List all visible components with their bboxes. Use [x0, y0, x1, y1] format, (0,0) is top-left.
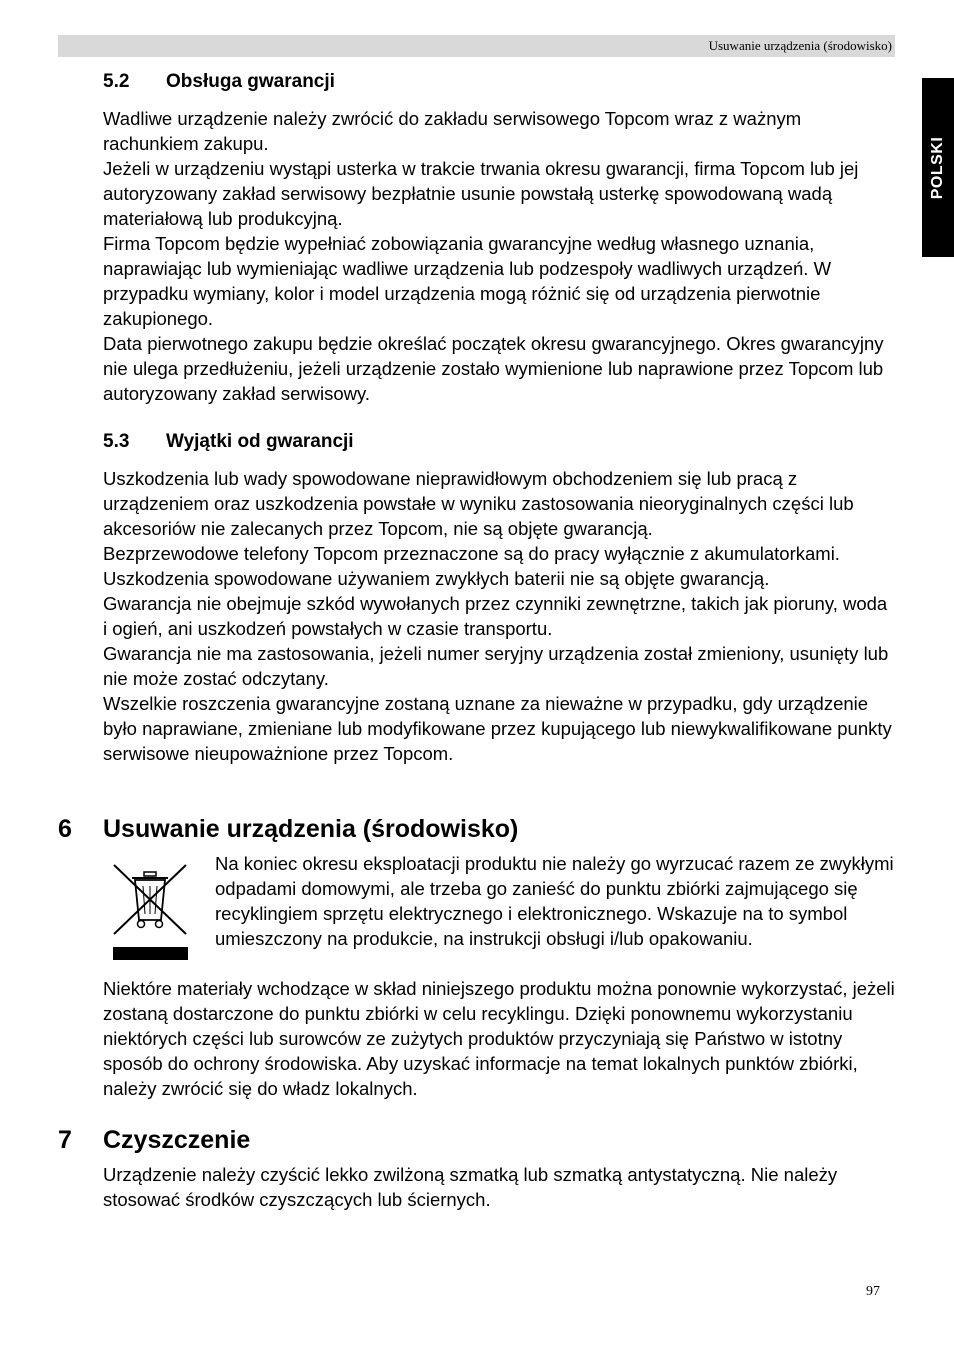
paragraph: Data pierwotnego zakupu będzie określać początek okresu gwarancyjnego. Okres gwarancyjny nie ulega przedłużeniu, jeżeli urządzenie zostało wymienione lub naprawione przez Topcom lub autoryzowany zakład serwisowy. — [103, 333, 884, 404]
running-header-title: Usuwanie urządzenia (środowisko) — [708, 38, 892, 53]
section-title: Usuwanie urządzenia (środowisko) — [103, 815, 519, 843]
section-7-heading — [58, 1124, 250, 1156]
paragraph: Bezprzewodowe telefony Topcom przeznaczone są do pracy wyłącznie z akumulatorkami. Uszkodzenia spowodowane używaniem zwykłych baterii nie są objęte gwarancją. — [103, 543, 840, 589]
running-header — [58, 35, 895, 57]
paragraph: Jeżeli w urządzeniu wystąpi usterka w trakcie trwania okresu gwarancji, firma Topcom lub jej autoryzowany zakład serwisowy bezpłatnie usunie powstałą usterkę spowodowaną wadą materiałową lub produkcyjną. — [103, 158, 859, 229]
section-number: 6 — [58, 815, 72, 843]
section-title: Czyszczenie — [103, 1126, 251, 1154]
section-5-3-heading — [103, 430, 354, 454]
paragraph: Uszkodzenia lub wady spowodowane nieprawidłowym obchodzeniem się lub pracą z urządzeniem oraz uszkodzenia powstałe w wyniku zastosowania nieoryginalnych części lub akcesoriów nie zalecanych przez Topcom, nie są objęte gwarancją. — [103, 468, 854, 539]
paragraph: Gwarancja nie ma zastosowania, jeżeli numer seryjny urządzenia został zmieniony, usunięty lub nie może zostać odczytany. — [103, 643, 889, 689]
section-5-2-heading — [103, 70, 335, 94]
weee-crossed-bin-icon — [110, 862, 190, 962]
language-tab — [922, 78, 954, 257]
section-5-3-body — [103, 466, 895, 766]
section-number: 7 — [58, 1126, 72, 1154]
section-7-body — [103, 1162, 895, 1212]
paragraph: Urządzenie należy czyścić lekko zwilżoną szmatką lub szmatką antystatyczną. Nie należy stosować środków czyszczących lub ściernych. — [103, 1164, 838, 1210]
section-number: 5.2 — [103, 71, 130, 92]
paragraph: Wadliwe urządzenie należy zwrócić do zakładu serwisowego Topcom wraz z ważnym rachunkiem zakupu. — [103, 108, 802, 154]
section-6-intro — [215, 851, 895, 951]
page-number: 97 — [866, 1284, 880, 1299]
paragraph: Na koniec okresu eksploatacji produktu nie należy go wyrzucać razem ze zwykłymi odpadami domowymi, ale trzeba go zanieść do punktu zbiórki zajmującego się recyklingiem sprzętu elektrycznego i elektronicznego. Wskazuje na to symbol umieszczony na produkcie, na instrukcji obsługi i/lub opakowaniu. — [215, 853, 894, 949]
section-title: Obsługa gwarancji — [166, 71, 335, 92]
section-6-body — [103, 976, 895, 1101]
section-title: Wyjątki od gwarancji — [166, 431, 354, 452]
paragraph: Gwarancja nie obejmuje szkód wywołanych przez czynniki zewnętrzne, takich jak pioruny, woda i ogień, ani uszkodzeń powstałych w czasie transportu. — [103, 593, 888, 639]
language-tab-label: POLSKI — [929, 136, 946, 199]
paragraph: Wszelkie roszczenia gwarancyjne zostaną uznane za nieważne w przypadku, gdy urządzenie było naprawiane, zmieniane lub modyfikowane przez kupującego lub niewykwalifikowane punkty serwisowe nieupoważnione przez Topcom. — [103, 693, 892, 764]
section-5-2-body — [103, 106, 895, 406]
section-6-heading — [58, 813, 518, 845]
paragraph: Firma Topcom będzie wypełniać zobowiązania gwarancyjne według własnego uznania, naprawiając lub wymieniając wadliwe urządzenia lub podzespoły wadliwych urządzeń. W przypadku wymiany, kolor i model urządzenia mogą różnić się od urządzenia pierwotnie zakupionego. — [103, 233, 832, 329]
section-number: 5.3 — [103, 431, 130, 452]
paragraph: Niektóre materiały wchodzące w skład niniejszego produktu można ponownie wykorzystać, jeżeli zostaną dostarczone do punktu zbiórki w celu recyklingu. Dzięki ponownemu wykorzystaniu niektórych części lub surowców ze zużytych produktów przyczyniają się Państwo w istotny sposób do ochrony środowiska. Aby uzyskać informacje na temat lokalnych punktów zbiórki, należy zwrócić się do władz lokalnych. — [103, 978, 895, 1099]
